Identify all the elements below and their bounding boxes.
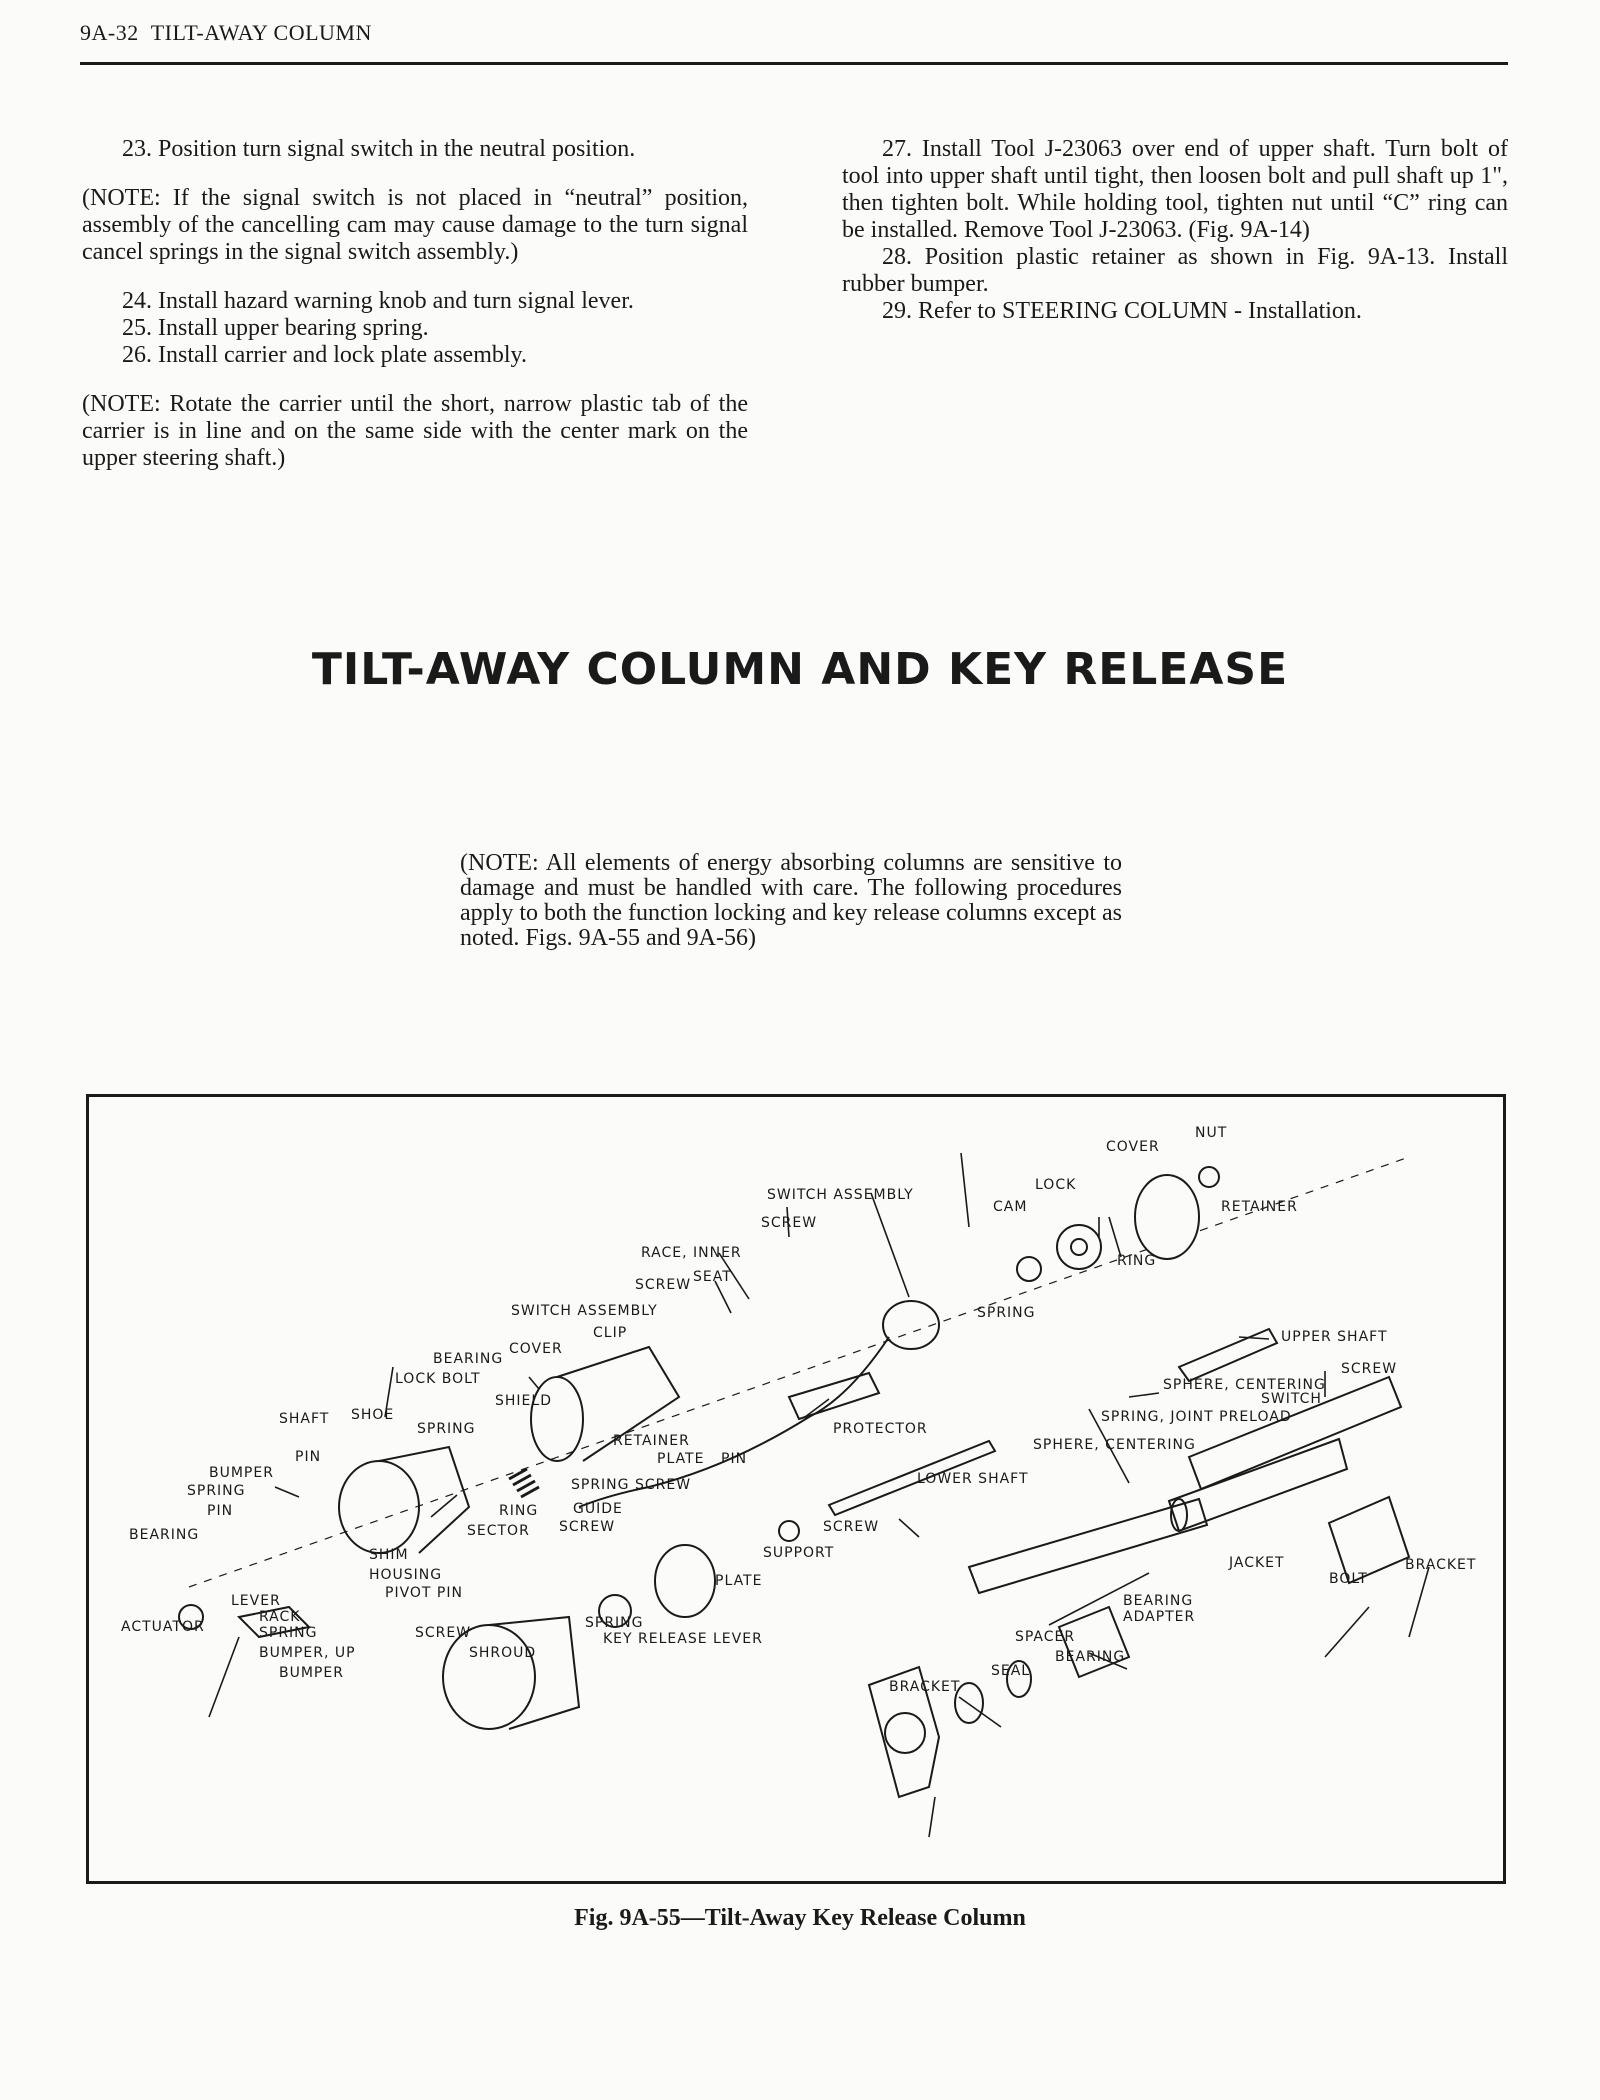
figure-frame xyxy=(86,1094,1506,1884)
diagram-label-protector: PROTECTOR xyxy=(833,1421,928,1437)
step-25: 25. Install upper bearing spring. xyxy=(122,315,429,341)
diagram-label-lower-shaft: LOWER SHAFT xyxy=(917,1471,1029,1487)
diagram-label-spring-low: SPRING xyxy=(585,1615,644,1631)
diagram-label-jacket: JACKET xyxy=(1229,1555,1285,1571)
step-24: 24. Install hazard warning knob and turn signal lever. xyxy=(122,288,634,314)
diagram-label-sphere-centering-1: SPHERE, CENTERING xyxy=(1163,1377,1326,1393)
diagram-label-bearing-low: BEARING xyxy=(1055,1649,1126,1665)
diagram-label-sphere-centering-2: SPHERE, CENTERING xyxy=(1033,1437,1196,1453)
diagram-label-plate-low: PLATE xyxy=(715,1573,763,1589)
diagram-label-ring-top: RING xyxy=(1117,1253,1157,1269)
note-signal-switch: (NOTE: If the signal switch is not placed in “neutral” position, assembly of the cancelling cam may cause damage to the turn signal cancel springs in the signal switch assembly.) xyxy=(82,185,748,265)
diagram-label-screw-low: SCREW xyxy=(415,1625,472,1641)
step-27: 27. Install Tool J-23063 over end of upper shaft. Turn bolt of tool into upper shaft until tight, then loosen bolt and pull shaft up 1", then tighten bolt. While holding tool, tighten nut until “C” ring can be installed. Remove Tool J-23063. (Fig. 9A-14) xyxy=(842,136,1508,243)
diagram-label-race-inner: RACE, INNER xyxy=(641,1245,742,1261)
diagram-label-cover-2: COVER xyxy=(509,1341,563,1357)
diagram-label-retainer-mid: RETAINER xyxy=(613,1433,690,1449)
section-note: (NOTE: All elements of energy absorbing columns are sensitive to damage and must be handled with care. The following procedures apply to both the function locking and key release columns except as noted. Figs. 9A-55 and 9A-56) xyxy=(460,850,1122,951)
diagram-label-bearing-top: BEARING xyxy=(433,1351,504,1367)
diagram-label-switch-assembly-top: SWITCH ASSEMBLY xyxy=(767,1187,914,1203)
diagram-label-upper-shaft: UPPER SHAFT xyxy=(1281,1329,1388,1345)
diagram-label-support: SUPPORT xyxy=(763,1545,835,1561)
diagram-label-retainer-top: RETAINER xyxy=(1221,1199,1298,1215)
diagram-label-bracket-bottom: BRACKET xyxy=(889,1679,961,1695)
diagram-label-bracket-right: BRACKET xyxy=(1405,1557,1477,1573)
diagram-label-shoe: SHOE xyxy=(351,1407,395,1423)
diagram-label-plate-mid: PLATE xyxy=(657,1451,705,1467)
diagram-label-bolt: BOLT xyxy=(1329,1571,1368,1587)
diagram-label-key-release-lever: KEY RELEASE LEVER xyxy=(603,1631,763,1647)
header-rule xyxy=(80,62,1508,65)
diagram-label-spring-screw: SPRING SCREW xyxy=(571,1477,692,1493)
diagram-label-guide: GUIDE xyxy=(573,1501,623,1517)
step-29: 29. Refer to STEERING COLUMN - Installation. xyxy=(882,298,1362,324)
diagram-label-screw-right: SCREW xyxy=(1341,1361,1398,1377)
diagram-label-pin-1: PIN xyxy=(295,1449,322,1465)
diagram-label-spring-top: SPRING xyxy=(977,1305,1036,1321)
step-28: 28. Position plastic retainer as shown in Fig. 9A-13. Install rubber bumper. xyxy=(842,244,1508,297)
diagram-label-pivot-pin: PIVOT PIN xyxy=(385,1585,463,1601)
diagram-label-actuator: ACTUATOR xyxy=(121,1619,205,1635)
diagram-label-bearing-left: BEARING xyxy=(129,1527,200,1543)
diagram-label-bumper-low: BUMPER xyxy=(279,1665,344,1681)
diagram-label-sector: SECTOR xyxy=(467,1523,530,1539)
diagram-label-pin-2: PIN xyxy=(207,1503,234,1519)
note-carrier: (NOTE: Rotate the carrier until the short, narrow plastic tab of the carrier is in line and on the same side with the center mark on the upper steering shaft.) xyxy=(82,391,748,471)
left-column xyxy=(82,136,748,472)
diagram-label-bumper-1: BUMPER xyxy=(209,1465,274,1481)
diagram-label-housing: HOUSING xyxy=(369,1567,443,1583)
diagram-label-spring-rack: SPRING xyxy=(259,1625,318,1641)
section-header: TILT-AWAY COLUMN xyxy=(150,20,372,45)
diagram-label-screw-mid: SCREW xyxy=(559,1519,616,1535)
page-header xyxy=(80,20,1508,46)
page-number: 9A-32 xyxy=(80,20,139,45)
diagram-label-seal: SEAL xyxy=(991,1663,1031,1679)
diagram-label-screw-top: SCREW xyxy=(761,1215,818,1231)
diagram-label-pin-mid: PIN xyxy=(721,1451,748,1467)
figure-caption: Fig. 9A-55—Tilt-Away Key Release Column xyxy=(574,1905,1026,1931)
diagram-label-ring-mid: RING xyxy=(499,1503,539,1519)
diagram-label-shim: SHIM xyxy=(369,1547,409,1563)
diagram-label-spring-joint-preload: SPRING, JOINT PRELOAD xyxy=(1101,1409,1292,1425)
diagram-label-spacer: SPACER xyxy=(1015,1629,1076,1645)
right-column xyxy=(842,136,1508,325)
diagram-label-seat: SEAT xyxy=(693,1269,732,1285)
diagram-label-shield: SHIELD xyxy=(495,1393,552,1409)
diagram-label-cover-top: COVER xyxy=(1106,1139,1160,1155)
diagram-label-lock: LOCK xyxy=(1035,1177,1077,1193)
diagram-label-switch-right: SWITCH xyxy=(1261,1391,1322,1407)
diagram-label-clip: CLIP xyxy=(593,1325,628,1341)
diagram-label-lever: LEVER xyxy=(231,1593,281,1609)
diagram-label-bearing-adapter-1: BEARING xyxy=(1123,1593,1194,1609)
diagram-label-bearing-adapter-2: ADAPTER xyxy=(1123,1609,1196,1625)
exploded-diagram xyxy=(89,1097,1503,1881)
step-23: 23. Position turn signal switch in the neutral position. xyxy=(122,136,636,162)
diagram-label-spring-left: SPRING xyxy=(187,1483,246,1499)
diagram-label-shroud: SHROUD xyxy=(469,1645,537,1661)
diagram-label-spring-mid: SPRING xyxy=(417,1421,476,1437)
section-title: TILT-AWAY COLUMN AND KEY RELEASE xyxy=(311,644,1289,695)
diagram-label-bumper-up: BUMPER, UP xyxy=(259,1645,356,1661)
diagram-label-shaft: SHAFT xyxy=(279,1411,330,1427)
diagram-label-rack: RACK xyxy=(259,1609,301,1625)
diagram-label-nut: NUT xyxy=(1195,1125,1228,1141)
diagram-label-screw-2: SCREW xyxy=(635,1277,692,1293)
diagram-label-switch-assembly-2: SWITCH ASSEMBLY xyxy=(511,1303,658,1319)
diagram-label-lock-bolt: LOCK BOLT xyxy=(395,1371,481,1387)
diagram-label-screw-right2: SCREW xyxy=(823,1519,880,1535)
diagram-label-cam: CAM xyxy=(993,1199,1028,1215)
step-26: 26. Install carrier and lock plate assembly. xyxy=(122,342,527,368)
